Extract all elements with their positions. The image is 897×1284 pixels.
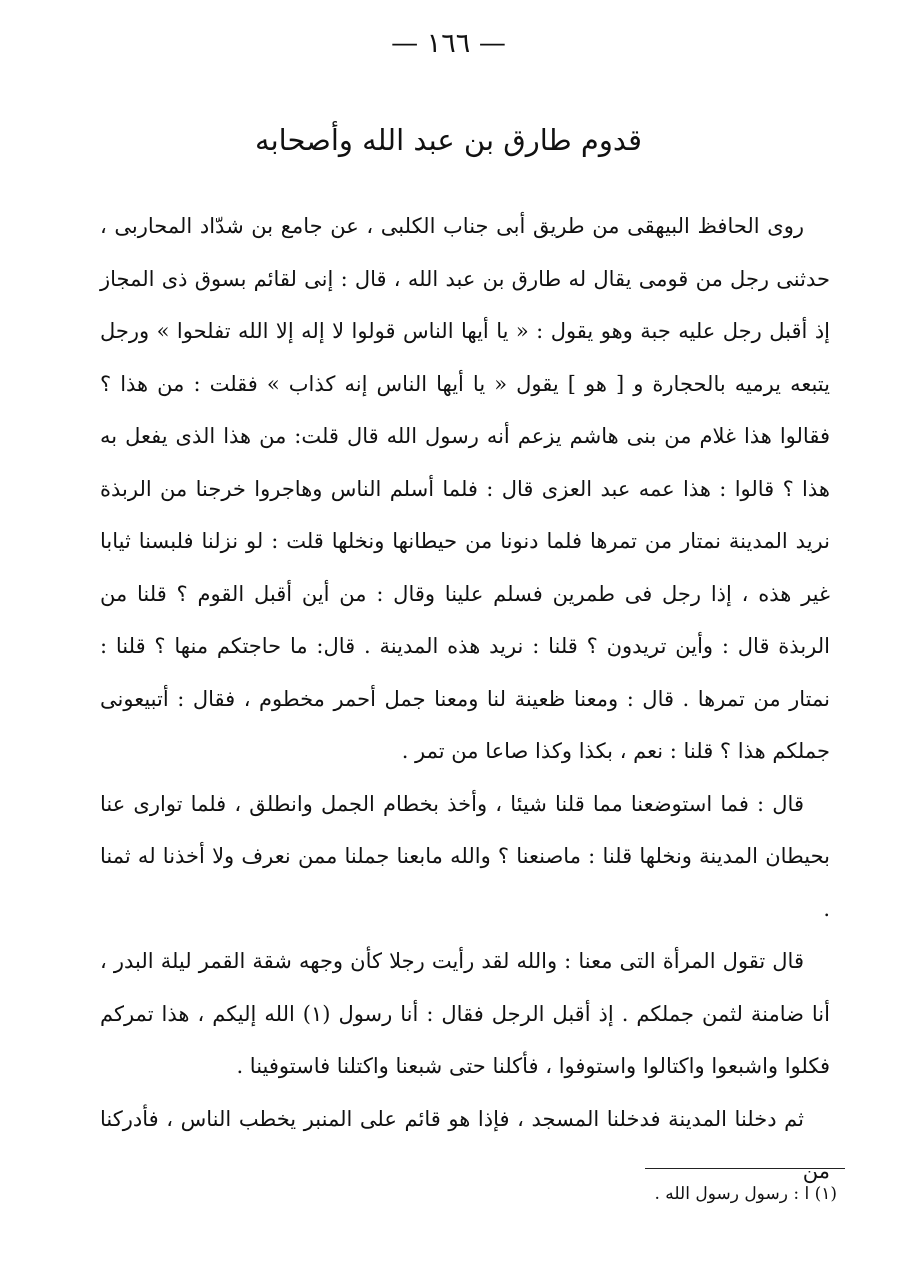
page-number: — ١٦٦ — — [391, 28, 506, 59]
paragraph-4: ثم دخلنا المدينة فدخلنا المسجد ، فإذا هو قائم على المنبر يخطب الناس ، فأدركنا من — [100, 1106, 830, 1183]
body-text — [100, 200, 830, 1198]
paragraph-3: قال تقول المرأة التى معنا : والله لقد رأيت رجلا كأن وجهه شقة القمر ليلة البدر ، أنا ضامنة لثمن جملكم . إذ أقبل الرجل فقال : أنا رسول (١) الله إليكم ، هذا تمركم فكلوا واشبعوا واكتالوا واستوفوا ، فأكلنا حتى شبعنا واكتلنا فاستوفينا . — [100, 949, 830, 1078]
paragraph-2: قال : فما استوضعنا مما قلنا شيئا ، وأخذ بخطام الجمل وانطلق ، فلما توارى عنا بحيطان المدينة ونخلها قلنا : ماصنعنا ؟ والله مابعنا جملنا ممن نعرف ولا أخذنا له ثمنا . — [100, 791, 830, 921]
chapter-title: قدوم طارق بن عبد الله وأصحابه — [255, 123, 642, 157]
footnote-divider — [645, 1168, 845, 1169]
paragraph-1: روى الحافظ البيهقى من طريق أبى جناب الكلبى ، عن جامع بن شدّاد المحاربى ، حدثنى رجل من قومى يقال له طارق بن عبد الله ، قال : إنى لقائم بسوق ذى المجاز إذ أقبل رجل عليه جبة وهو يقول : « يا أيها الناس قولوا لا إله إلا الله تفلحوا » ورجل يتبعه يرميه بالحجارة و [ هو ] يقول « يا أيها الناس إنه كذاب » فقلت : من هذا ؟ فقالوا هذا غلام من بنى هاشم يزعم أنه رسول الله قال قلت: من هذا الذى يفعل به هذا ؟ قالوا : هذا عمه عبد العزى قال : فلما أسلم الناس وهاجروا خرجنا من الربذة نريد المدينة نمتار من تمرها فلما دنونا من حيطانها ونخلها قلت : لو نزلنا فلبسنا ثيابا غير هذه ، إذا رجل فى طمرين فسلم علينا وقال : من أين أقبل القوم ؟ قلنا من الربذة قال : وأين تريدون ؟ قلنا : نريد هذه المدينة . قال: ما حاجتكم منها ؟ قلنا : نمتار من تمرها . قال : ومعنا ظعينة لنا ومعنا جمل أحمر مخطوم ، فقال : أتبيعونى جملكم هذا ؟ قلنا : نعم ، بكذا وكذا صاعا من تمر . — [100, 214, 830, 763]
footnote: (١) ا : رسول رسول الله . — [654, 1184, 837, 1204]
